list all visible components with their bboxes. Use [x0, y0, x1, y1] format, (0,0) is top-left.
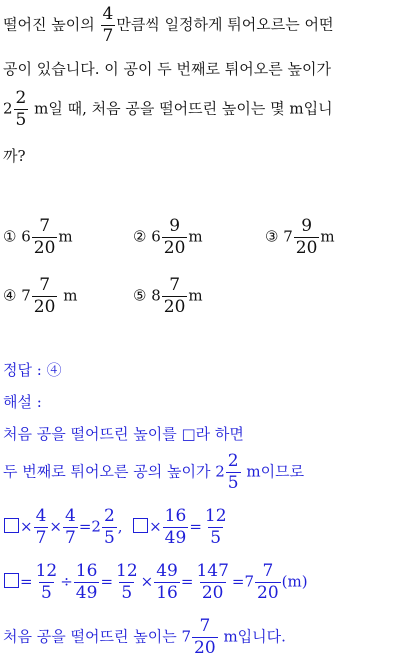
fraction: $\frac{4}{7}$ — [102, 4, 114, 46]
choice-mark: ① — [3, 227, 17, 246]
explanation-line-5: 처음 공을 떨어뜨린 높이는 7 $\frac{7}{20}$ m입니다. — [3, 616, 286, 658]
blank-box — [4, 573, 19, 588]
mixed-number-whole: 2 — [3, 99, 13, 118]
choice-5[interactable]: ⑤ 8 $\frac{7}{20}$ m — [133, 275, 203, 317]
choice-1[interactable]: ① 6 $\frac{7}{20}$ m — [3, 216, 73, 258]
choice-mark: ⑤ — [133, 286, 147, 305]
choice-2[interactable]: ② 6 $\frac{9}{20}$ m — [133, 216, 203, 258]
explanation-line-4: = $\frac{12}{5}$ ÷ $\frac{16}{49}$ = $\frac{12}{5}$ × $\frac{49}{16}$ = $\frac{147}{20}$ =7 $\frac{7}{20}$ (m) — [3, 563, 308, 602]
choice-mark: ④ — [3, 286, 17, 305]
explanation-line-1: 처음 공을 떨어뜨린 높이를 □라 하면 — [3, 425, 244, 443]
blank-box — [133, 518, 148, 533]
question-text: 만큼씩 일정하게 튀어오르는 어떤 — [116, 15, 334, 34]
question-line-2 — [3, 58, 331, 79]
explanation-line-3: × $\frac{4}{7}$ × $\frac{4}{7}$ =2 $\frac{2}{5}$ , × $\frac{16}{49}$ = $\frac{12}{5}$ — [3, 508, 230, 547]
question-line-4 — [3, 145, 26, 166]
question-text: 까? — [3, 147, 26, 165]
choice-mark: ③ — [265, 227, 279, 246]
answer-label: 정답 : ④ — [3, 361, 62, 379]
choice-4[interactable]: ④ 7 $\frac{7}{20}$ m — [3, 275, 78, 317]
question-text: m일 때, 처음 공을 떨어뜨린 높이는 몇 m입니 — [34, 99, 333, 118]
question-text: 떨어진 높이의 — [3, 15, 95, 34]
choice-mark: ② — [133, 227, 147, 246]
question-line-1 — [3, 6, 334, 45]
choice-3[interactable]: ③ 7 $\frac{9}{20}$ m — [265, 216, 335, 258]
question-line-3 — [3, 90, 333, 129]
question-text: 공이 있습니다. 이 공이 두 번째로 튀어오른 높이가 — [3, 60, 331, 78]
explanation-label: 해설 : — [3, 393, 42, 411]
blank-box — [4, 518, 19, 533]
fraction: $\frac{2}{5}$ — [15, 88, 27, 130]
explanation-line-2: 두 번째로 튀어오른 공의 높이가 2 $\frac{2}{5}$ m이므로 — [3, 451, 305, 493]
